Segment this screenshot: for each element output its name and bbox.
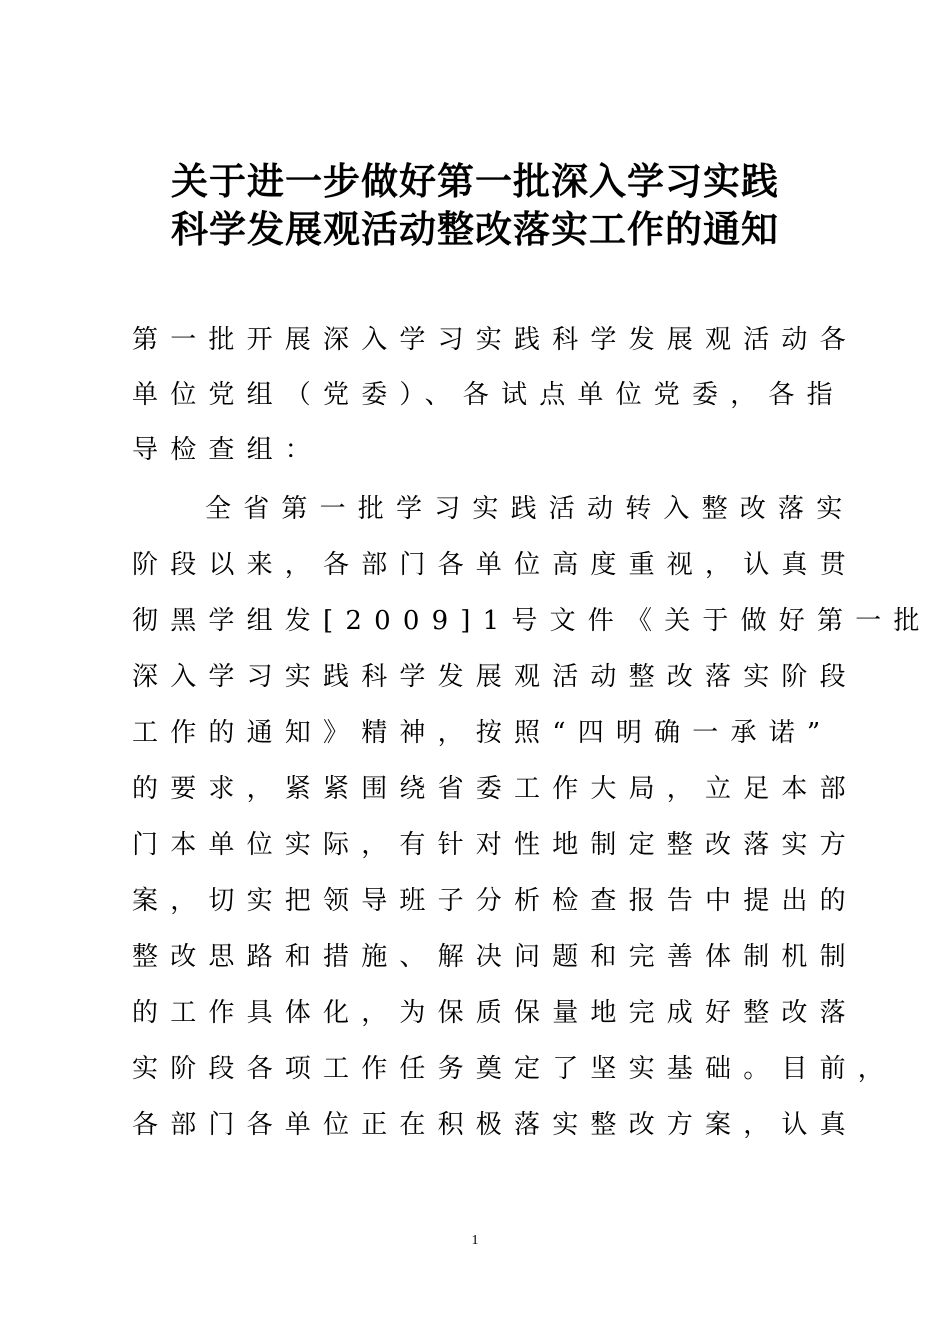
document-title-line-2: 科学发展观活动整改落实工作的通知	[171, 208, 779, 251]
addressee-line-3: 导检查组：	[132, 435, 324, 465]
paragraph-line-3: 彻黑学组发[2009]1号文件《关于做好第一批	[132, 606, 932, 636]
paragraph-line-8: 案，切实把领导班子分析检查报告中提出的	[132, 886, 858, 916]
document-title-line-1: 关于进一步做好第一批深入学习实践	[171, 160, 779, 203]
paragraph-line-5: 工作的通知》精神，按照“四明确一承诺”	[132, 718, 833, 748]
paragraph-line-12: 各部门各单位正在积极落实整改方案，认真	[132, 1110, 858, 1140]
paragraph-line-2: 阶段以来，各部门各单位高度重视，认真贯	[132, 550, 858, 580]
paragraph-line-10: 的工作具体化，为保质保量地完成好整改落	[132, 998, 858, 1028]
paragraph-line-9: 整改思路和措施、解决问题和完善体制机制	[132, 942, 858, 972]
paragraph-line-6: 的要求，紧紧围绕省委工作大局，立足本部	[132, 774, 858, 804]
addressee-line-1: 第一批开展深入学习实践科学发展观活动各	[132, 325, 858, 355]
paragraph-line-11: 实阶段各项工作任务奠定了坚实基础。目前，	[132, 1054, 897, 1084]
page-number: 1	[471, 1233, 479, 1248]
paragraph-line-1: 全省第一批学习实践活动转入整改落实	[205, 494, 855, 524]
addressee-line-2: 单位党组（党委）、各试点单位党委，各指	[132, 380, 845, 410]
paragraph-line-4: 深入学习实践科学发展观活动整改落实阶段	[132, 662, 858, 692]
paragraph-line-7: 门本单位实际，有针对性地制定整改落实方	[132, 830, 858, 860]
